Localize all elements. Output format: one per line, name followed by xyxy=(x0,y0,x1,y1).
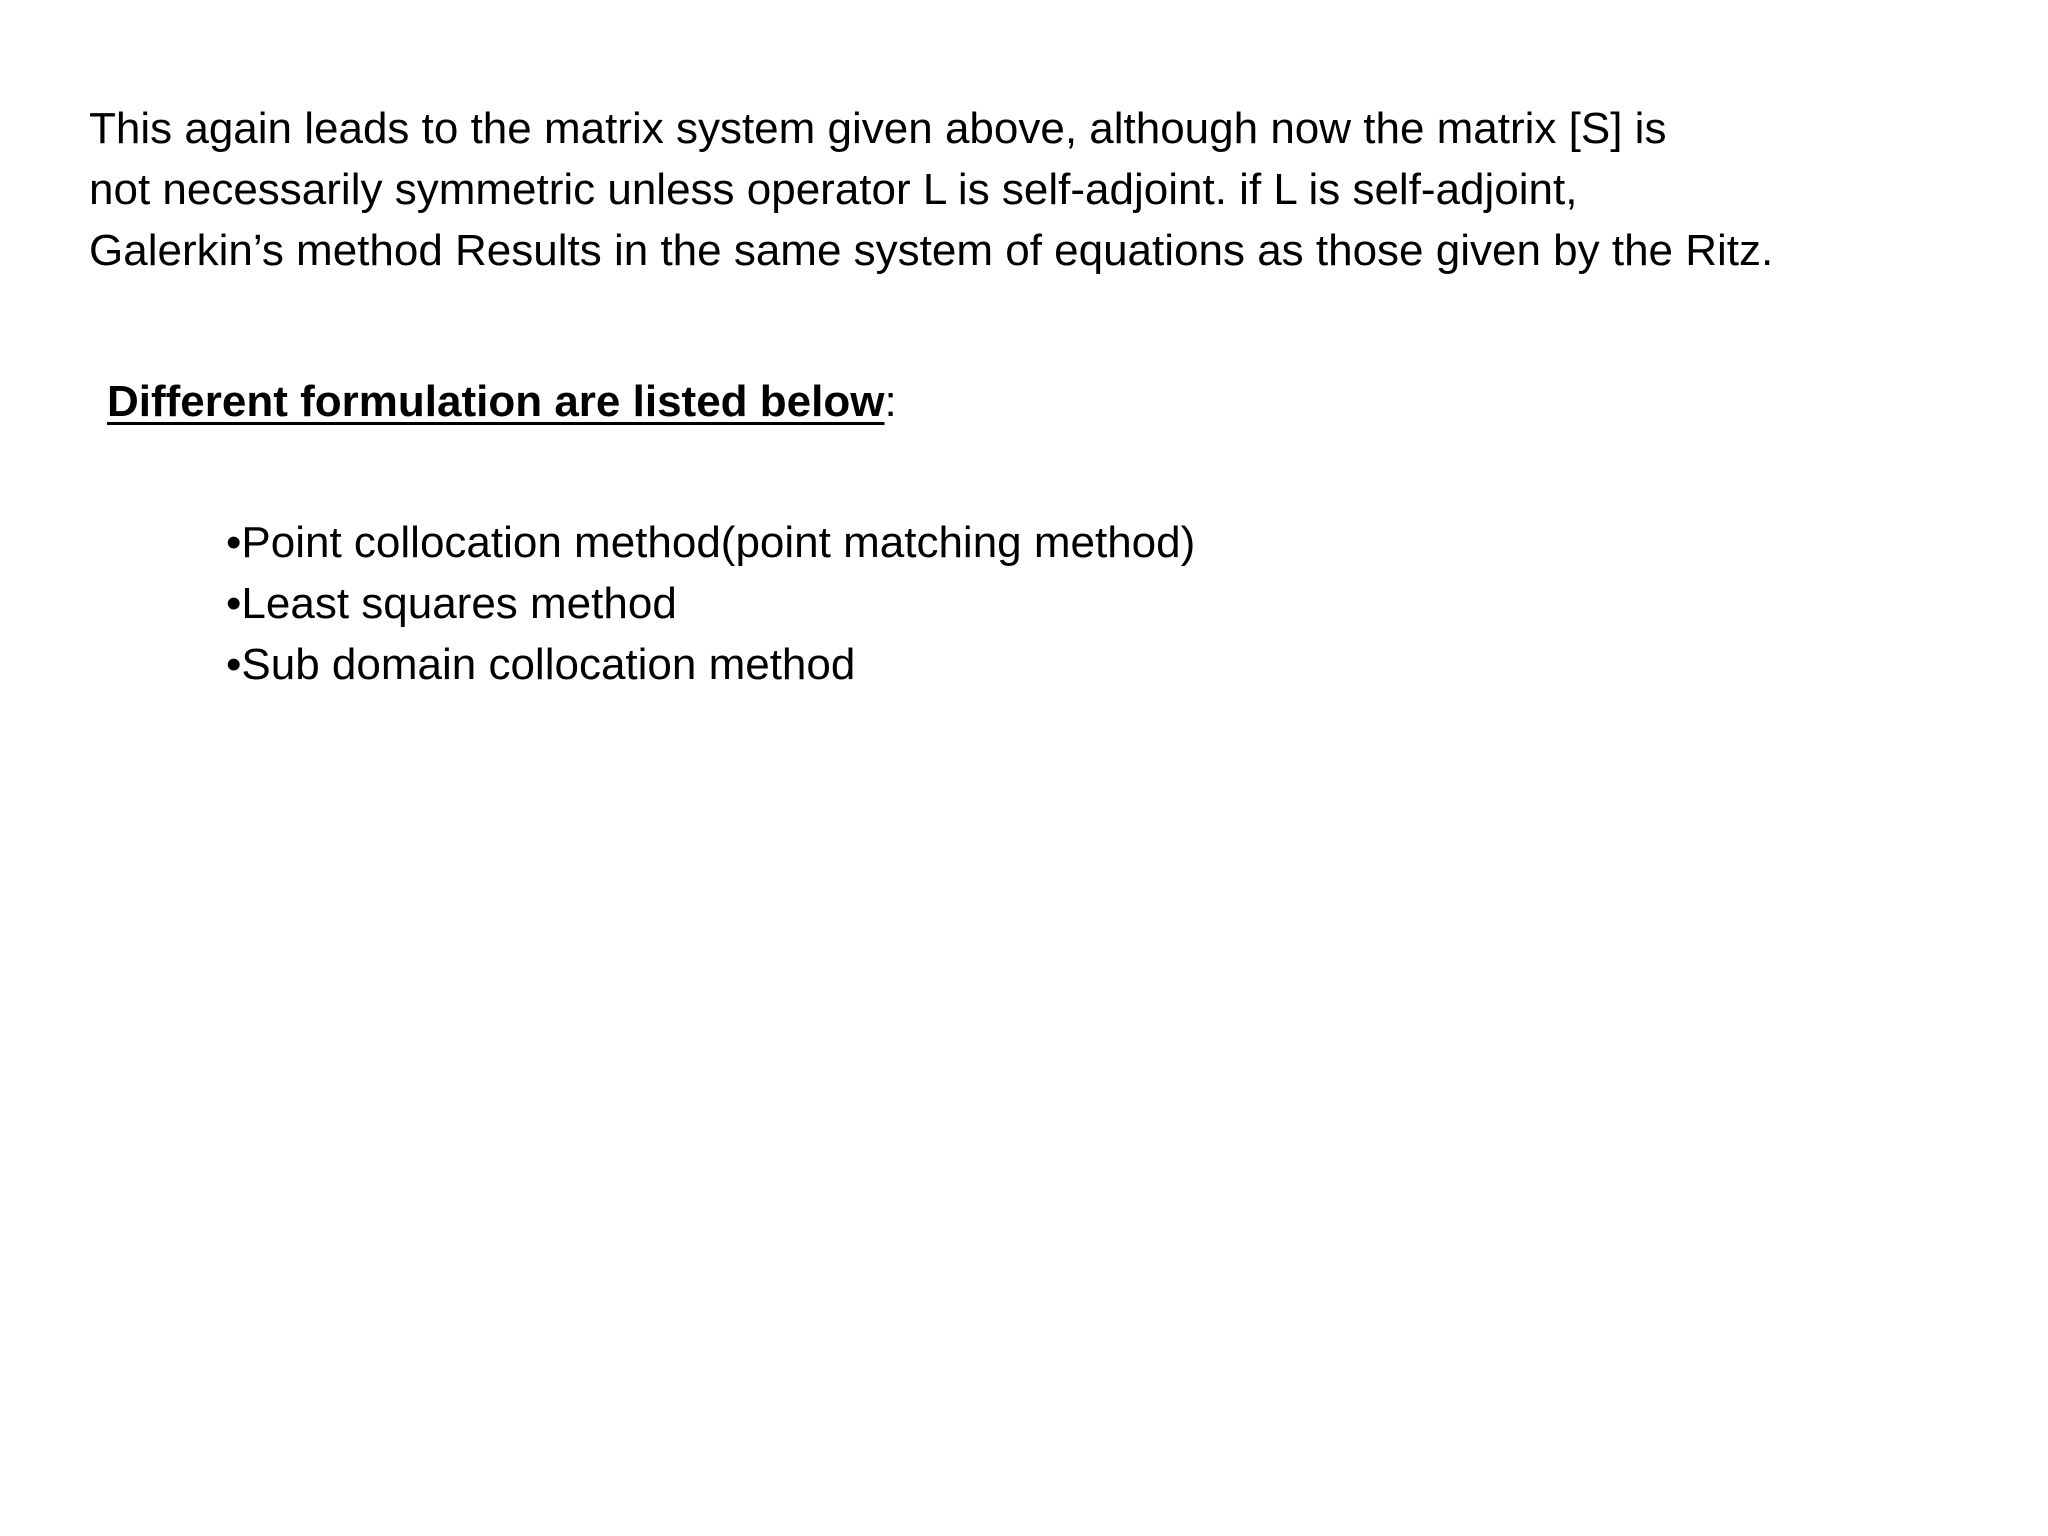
list-item: •Least squares method xyxy=(226,579,677,628)
methods-list xyxy=(226,512,1195,695)
list-item: •Sub domain collocation method xyxy=(226,640,856,689)
intro-line: not necessarily symmetric unless operator L is self-adjoint. if L is self-adjoint, xyxy=(89,165,1578,214)
list-item: •Point collocation method(point matching method) xyxy=(226,518,1196,567)
intro-line: This again leads to the matrix system given above, although now the matrix [S] is xyxy=(89,104,1667,153)
section-heading-colon: : xyxy=(884,377,897,426)
section-heading: Different formulation are listed below xyxy=(107,377,885,426)
intro-line: Galerkin’s method Results in the same system of equations as those given by the Ritz. xyxy=(89,226,1774,275)
intro-paragraph xyxy=(89,98,1989,281)
section-heading-row xyxy=(107,372,897,432)
